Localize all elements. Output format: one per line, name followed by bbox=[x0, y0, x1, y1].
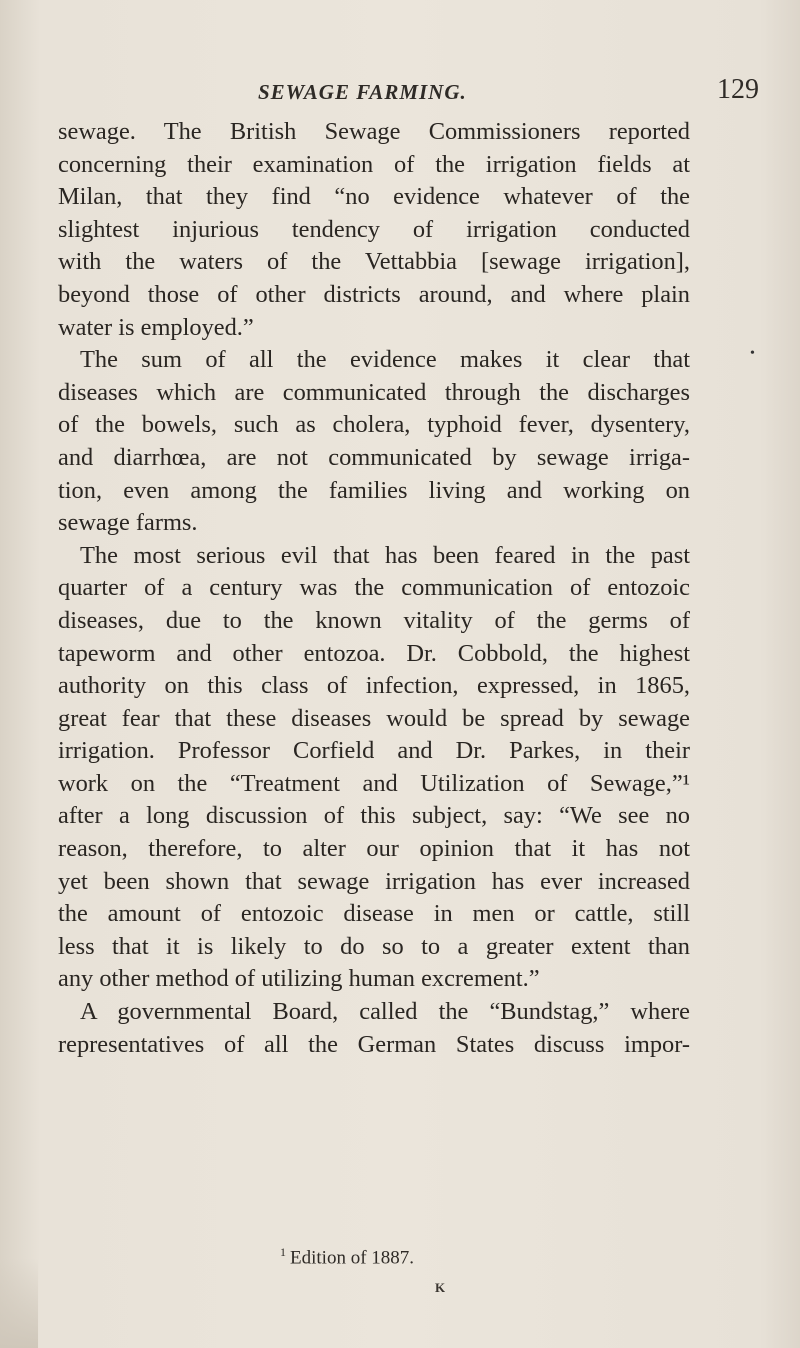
text-line: Milan, that they find “no evidence whatever of the bbox=[58, 183, 690, 211]
text-line: with the waters of the Vettabbia [sewage irrigation], bbox=[58, 248, 690, 276]
text-line: slightest injurious tendency of irrigation conducted bbox=[58, 215, 690, 243]
text-line: diseases, due to the known vitality of the germs of bbox=[58, 606, 690, 634]
text-line: quarter of a century was the communication of entozoic bbox=[58, 574, 690, 602]
text-line: after a long discussion of this subject, say: “We see no bbox=[58, 802, 690, 830]
text-line: A governmental Board, called the “Bundstag,” where bbox=[80, 998, 690, 1026]
signature-mark: K bbox=[435, 1280, 446, 1295]
text-line: water is employed.” bbox=[58, 313, 254, 341]
text-line: tion, even among the families living and working on bbox=[58, 476, 690, 504]
text-line: concerning their examination of the irrigation fields at bbox=[58, 150, 690, 178]
binding-shadow bbox=[0, 1258, 38, 1348]
page-header bbox=[0, 72, 800, 112]
text-line: the amount of entozoic disease in men or cattle, still bbox=[58, 900, 690, 928]
footnote-text: Edition of 1887. bbox=[290, 1247, 415, 1269]
text-line: and diarrhœa, are not communicated by sewage irriga- bbox=[58, 443, 690, 471]
text-line: reason, therefore, to alter our opinion that it has not bbox=[58, 835, 690, 863]
footnote bbox=[280, 1245, 414, 1269]
page-number: 129 bbox=[717, 74, 759, 105]
text-line: great fear that these diseases would be spread by sewage bbox=[58, 704, 690, 732]
text-line: The sum of all the evidence makes it clear that bbox=[80, 346, 690, 374]
footnote-marker: 1 bbox=[280, 1245, 286, 1259]
text-line: authority on this class of infection, expressed, in 1865, bbox=[58, 672, 690, 700]
text-line: of the bowels, such as cholera, typhoid fever, dysentery, bbox=[58, 411, 690, 439]
text-line: work on the “Treatment and Utilization of Sewage,”¹ bbox=[58, 769, 690, 797]
text-line: representatives of all the German States discuss impor- bbox=[58, 1030, 690, 1058]
text-line: any other method of utilizing human excrement.” bbox=[58, 965, 540, 993]
text-line: beyond those of other districts around, and where plain bbox=[58, 280, 690, 308]
text-line: diseases which are communicated through the discharges bbox=[58, 378, 690, 406]
text-line: yet been shown that sewage irrigation has ever increased bbox=[58, 867, 690, 895]
text-line: less that it is likely to do so to a greater extent than bbox=[58, 932, 690, 960]
running-head: SEWAGE FARMING. bbox=[258, 80, 467, 104]
text-line: tapeworm and other entozoa. Dr. Cobbold, the highest bbox=[58, 639, 690, 667]
text-line: sewage farms. bbox=[58, 509, 198, 537]
body-text bbox=[58, 116, 690, 1061]
text-line: sewage. The British Sewage Commissioners reported bbox=[58, 118, 690, 145]
margin-mark: • bbox=[750, 346, 755, 361]
text-line: irrigation. Professor Corfield and Dr. Parkes, in their bbox=[58, 737, 690, 765]
text-line: The most serious evil that has been feared in the past bbox=[80, 541, 690, 569]
